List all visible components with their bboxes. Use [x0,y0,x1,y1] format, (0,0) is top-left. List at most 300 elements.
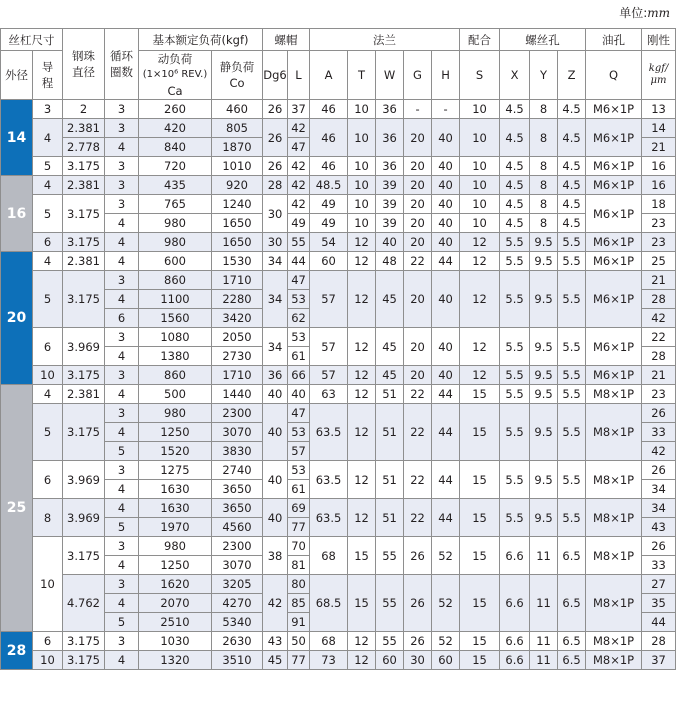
table-row [1,100,676,119]
a-cell: 73 [310,651,348,670]
dynamic-load-cell: 1320 [139,651,212,670]
oil-hole-cell: M6×1P [586,233,642,252]
static-load-cell: 1870 [212,138,263,157]
nut-length-cell: 55 [288,233,310,252]
a-cell: 63 [310,385,348,404]
a-cell: 48.5 [310,176,348,195]
s-cell: 12 [460,271,500,328]
circuits-cell: 3 [105,271,139,290]
x-cell: 4.5 [500,176,530,195]
w-cell: 51 [376,385,404,404]
s-cell: 15 [460,499,500,537]
x-cell: 5.5 [500,404,530,461]
h-cell: 44 [432,499,460,537]
dynamic-load-cell: 1250 [139,556,212,575]
dynamic-load-cell: 1560 [139,309,212,328]
circuits-cell: 3 [105,100,139,119]
oil-hole-cell: M8×1P [586,651,642,670]
a-cell: 57 [310,271,348,328]
s-cell: 15 [460,537,500,575]
table-row [1,404,676,423]
t-cell: 12 [348,328,376,366]
circuits-cell: 5 [105,613,139,632]
nut-length-cell: 57 [288,442,310,461]
table-row [1,233,676,252]
lead-cell: 6 [33,328,63,366]
oil-hole-cell: M8×1P [586,632,642,651]
table-row [1,651,676,670]
nut-length-cell: 53 [288,461,310,480]
g-cell: 22 [404,252,432,271]
oil-hole-cell: M8×1P [586,461,642,499]
y-cell: 9.5 [530,271,558,328]
static-load-cell: 3650 [212,499,263,518]
h-cell: 40 [432,119,460,157]
header-circuits: 循环圈数 [105,29,139,100]
dynamic-load-cell: 840 [139,138,212,157]
oil-hole-cell: M8×1P [586,404,642,461]
table-header [1,29,676,100]
header-rigidity-unit: kgf/μm [642,51,676,100]
lead-cell: 8 [33,499,63,537]
g-cell: 22 [404,404,432,461]
x-cell: 4.5 [500,119,530,157]
h-cell: 44 [432,404,460,461]
dg6-cell: 43 [263,632,288,651]
x-cell: 6.6 [500,632,530,651]
w-cell: 39 [376,214,404,233]
lead-cell: 4 [33,119,63,157]
ball-dia-cell: 3.175 [63,651,105,670]
t-cell: 12 [348,632,376,651]
rigidity-cell: 42 [642,309,676,328]
ball-screw-spec-table [0,28,676,670]
a-cell: 68.5 [310,575,348,632]
s-cell: 10 [460,176,500,195]
nut-length-cell: 53 [288,328,310,347]
x-cell: 5.5 [500,366,530,385]
h-cell: 40 [432,366,460,385]
static-load-cell: 1650 [212,214,263,233]
z-cell: 4.5 [558,100,586,119]
static-load-cell: 2730 [212,347,263,366]
dg6-cell: 34 [263,328,288,366]
header-screw-hole: 螺丝孔 [500,29,586,51]
ball-dia-cell: 3.175 [63,632,105,651]
t-cell: 15 [348,575,376,632]
nut-length-cell: 42 [288,157,310,176]
t-cell: 10 [348,176,376,195]
a-cell: 63.5 [310,461,348,499]
x-cell: 4.5 [500,195,530,214]
z-cell: 4.5 [558,195,586,214]
t-cell: 12 [348,461,376,499]
outer-dia-cell: 16 [1,176,33,252]
oil-hole-cell: M6×1P [586,157,642,176]
w-cell: 51 [376,404,404,461]
circuits-cell: 3 [105,328,139,347]
dg6-cell: 45 [263,651,288,670]
nut-length-cell: 49 [288,214,310,233]
s-cell: 15 [460,461,500,499]
rigidity-cell: 26 [642,537,676,556]
unit-label: 单位: [619,6,648,20]
static-load-cell: 1530 [212,252,263,271]
h-cell: 52 [432,537,460,575]
s-cell: 10 [460,119,500,157]
circuits-cell: 3 [105,157,139,176]
unit-value: mm [647,6,670,20]
dg6-cell: 34 [263,252,288,271]
circuits-cell: 3 [105,537,139,556]
dg6-cell: 26 [263,157,288,176]
nut-length-cell: 69 [288,499,310,518]
dg6-cell: 40 [263,385,288,404]
outer-dia-cell: 28 [1,632,33,670]
y-cell: 8 [530,176,558,195]
rigidity-cell: 34 [642,480,676,499]
g-cell: 22 [404,461,432,499]
lead-cell: 10 [33,366,63,385]
z-cell: 5.5 [558,233,586,252]
circuits-cell: 4 [105,480,139,499]
static-load-cell: 2300 [212,537,263,556]
header-S: S [460,51,500,100]
s-cell: 10 [460,157,500,176]
g-cell: 20 [404,176,432,195]
nut-length-cell: 53 [288,290,310,309]
dynamic-load-cell: 1080 [139,328,212,347]
a-cell: 68 [310,537,348,575]
header-X: X [500,51,530,100]
rigidity-cell: 22 [642,328,676,347]
a-cell: 46 [310,119,348,157]
z-cell: 4.5 [558,157,586,176]
oil-hole-cell: M8×1P [586,537,642,575]
header-A: A [310,51,348,100]
w-cell: 48 [376,252,404,271]
s-cell: 10 [460,214,500,233]
g-cell: 20 [404,328,432,366]
a-cell: 57 [310,366,348,385]
w-cell: 39 [376,195,404,214]
header-W: W [376,51,404,100]
t-cell: 12 [348,252,376,271]
g-cell: 22 [404,385,432,404]
rigidity-cell: 27 [642,575,676,594]
s-cell: 12 [460,328,500,366]
nut-length-cell: 47 [288,138,310,157]
rigidity-cell: 35 [642,594,676,613]
y-cell: 9.5 [530,499,558,537]
nut-length-cell: 77 [288,518,310,537]
g-cell: 26 [404,575,432,632]
nut-length-cell: 47 [288,404,310,423]
x-cell: 5.5 [500,252,530,271]
dg6-cell: 26 [263,100,288,119]
table-row [1,271,676,290]
y-cell: 8 [530,214,558,233]
table-row [1,461,676,480]
dynamic-load-cell: 1970 [139,518,212,537]
circuits-cell: 4 [105,385,139,404]
table-row [1,499,676,518]
header-rigidity: 刚性 [642,29,676,51]
x-cell: 4.5 [500,157,530,176]
rigidity-cell: 16 [642,176,676,195]
y-cell: 11 [530,632,558,651]
t-cell: 10 [348,214,376,233]
oil-hole-cell: M6×1P [586,176,642,195]
rigidity-cell: 21 [642,271,676,290]
h-cell: 44 [432,252,460,271]
z-cell: 5.5 [558,404,586,461]
oil-hole-cell: M8×1P [586,575,642,632]
rigidity-cell: 42 [642,442,676,461]
ball-dia-cell: 3.969 [63,499,105,537]
y-cell: 9.5 [530,328,558,366]
nut-length-cell: 37 [288,100,310,119]
circuits-cell: 3 [105,632,139,651]
header-G: G [404,51,432,100]
table-row [1,176,676,195]
z-cell: 4.5 [558,176,586,195]
dg6-cell: 36 [263,366,288,385]
circuits-cell: 4 [105,233,139,252]
z-cell: 5.5 [558,461,586,499]
dg6-cell: 30 [263,195,288,233]
table-body [1,100,676,670]
nut-length-cell: 66 [288,366,310,385]
g-cell: 20 [404,195,432,214]
dg6-cell: 30 [263,233,288,252]
t-cell: 10 [348,100,376,119]
lead-cell: 10 [33,651,63,670]
nut-length-cell: 70 [288,537,310,556]
z-cell: 6.5 [558,651,586,670]
ball-dia-cell: 2.381 [63,176,105,195]
header-outer-dia: 外径 [1,51,33,100]
circuits-cell: 3 [105,195,139,214]
x-cell: 6.6 [500,651,530,670]
w-cell: 45 [376,328,404,366]
t-cell: 12 [348,366,376,385]
z-cell: 5.5 [558,252,586,271]
ball-dia-cell: 3.175 [63,271,105,328]
static-load-cell: 3650 [212,480,263,499]
static-load-cell: 3070 [212,423,263,442]
lead-cell: 6 [33,632,63,651]
lead-cell: 5 [33,157,63,176]
y-cell: 11 [530,651,558,670]
dynamic-load-cell: 860 [139,366,212,385]
rigidity-cell: 43 [642,518,676,537]
static-load-cell: 460 [212,100,263,119]
dynamic-load-cell: 500 [139,385,212,404]
ball-dia-cell: 3.969 [63,461,105,499]
ball-dia-cell: 3.175 [63,404,105,461]
static-load-cell: 1240 [212,195,263,214]
s-cell: 15 [460,385,500,404]
w-cell: 40 [376,233,404,252]
nut-length-cell: 81 [288,556,310,575]
circuits-cell: 4 [105,290,139,309]
y-cell: 8 [530,100,558,119]
a-cell: 46 [310,157,348,176]
header-nut: 螺帽 [263,29,310,51]
t-cell: 10 [348,119,376,157]
circuits-cell: 4 [105,651,139,670]
y-cell: 9.5 [530,252,558,271]
outer-dia-cell: 25 [1,385,33,632]
z-cell: 6.5 [558,537,586,575]
table-row [1,385,676,404]
rigidity-cell: 28 [642,347,676,366]
header-dyn-load: 动负荷 (1×10⁶ REV.) Ca [139,51,212,100]
x-cell: 4.5 [500,100,530,119]
table-row [1,119,676,138]
s-cell: 15 [460,632,500,651]
circuits-cell: 4 [105,252,139,271]
dynamic-load-cell: 2510 [139,613,212,632]
t-cell: 12 [348,385,376,404]
static-load-cell: 1440 [212,385,263,404]
ball-dia-cell: 4.762 [63,575,105,632]
x-cell: 5.5 [500,328,530,366]
y-cell: 11 [530,575,558,632]
circuits-cell: 3 [105,366,139,385]
dynamic-load-cell: 420 [139,119,212,138]
h-cell: 40 [432,328,460,366]
g-cell: 20 [404,271,432,328]
nut-length-cell: 91 [288,613,310,632]
w-cell: 51 [376,461,404,499]
g-cell: 30 [404,651,432,670]
s-cell: 15 [460,575,500,632]
h-cell: 52 [432,632,460,651]
x-cell: 5.5 [500,499,530,537]
ball-dia-cell: 3.175 [63,195,105,233]
circuits-cell: 3 [105,119,139,138]
dynamic-load-cell: 1380 [139,347,212,366]
header-T: T [348,51,376,100]
g-cell: 22 [404,499,432,537]
nut-length-cell: 42 [288,176,310,195]
table-row [1,537,676,556]
dg6-cell: 42 [263,575,288,632]
circuits-cell: 4 [105,499,139,518]
nut-length-cell: 61 [288,347,310,366]
ball-dia-cell: 3.175 [63,537,105,575]
rigidity-cell: 25 [642,252,676,271]
nut-length-cell: 50 [288,632,310,651]
static-load-cell: 2050 [212,328,263,347]
w-cell: 45 [376,366,404,385]
z-cell: 6.5 [558,632,586,651]
w-cell: 55 [376,537,404,575]
t-cell: 10 [348,195,376,214]
dg6-cell: 40 [263,404,288,461]
static-load-cell: 3205 [212,575,263,594]
rigidity-cell: 34 [642,499,676,518]
rigidity-cell: 23 [642,214,676,233]
x-cell: 5.5 [500,385,530,404]
t-cell: 10 [348,157,376,176]
dynamic-load-cell: 1275 [139,461,212,480]
static-load-cell: 805 [212,119,263,138]
table-row [1,632,676,651]
y-cell: 8 [530,157,558,176]
static-load-cell: 1650 [212,233,263,252]
g-cell: - [404,100,432,119]
dg6-cell: 26 [263,119,288,157]
header-ball-dia: 钢珠直径 [63,29,105,100]
lead-cell: 4 [33,385,63,404]
z-cell: 5.5 [558,385,586,404]
w-cell: 36 [376,157,404,176]
header-dg6: Dg6 [263,51,288,100]
header-oil-hole: 油孔 [586,29,642,51]
rigidity-cell: 28 [642,290,676,309]
header-screw-size: 丝杠尺寸 [1,29,63,51]
t-cell: 12 [348,233,376,252]
static-load-cell: 1010 [212,157,263,176]
w-cell: 45 [376,271,404,328]
static-load-cell: 3070 [212,556,263,575]
s-cell: 10 [460,195,500,214]
a-cell: 68 [310,632,348,651]
ball-dia-cell: 3.175 [63,233,105,252]
y-cell: 11 [530,537,558,575]
nut-length-cell: 61 [288,480,310,499]
g-cell: 20 [404,157,432,176]
oil-hole-cell: M6×1P [586,100,642,119]
header-Z: Z [558,51,586,100]
header-load-rating: 基本额定负荷(kgf) [139,29,263,51]
w-cell: 60 [376,651,404,670]
t-cell: 12 [348,499,376,537]
g-cell: 20 [404,366,432,385]
ball-dia-cell: 3.969 [63,328,105,366]
s-cell: 12 [460,366,500,385]
ball-dia-cell: 3.175 [63,366,105,385]
z-cell: 4.5 [558,214,586,233]
circuits-cell: 3 [105,176,139,195]
circuits-cell: 3 [105,575,139,594]
t-cell: 15 [348,537,376,575]
static-load-cell: 1710 [212,366,263,385]
circuits-cell: 4 [105,214,139,233]
circuits-cell: 5 [105,442,139,461]
dynamic-load-cell: 980 [139,233,212,252]
z-cell: 5.5 [558,499,586,537]
header-H: H [432,51,460,100]
nut-length-cell: 85 [288,594,310,613]
g-cell: 20 [404,119,432,157]
dg6-cell: 38 [263,537,288,575]
x-cell: 4.5 [500,214,530,233]
g-cell: 20 [404,233,432,252]
dynamic-load-cell: 600 [139,252,212,271]
g-cell: 26 [404,632,432,651]
h-cell: 40 [432,271,460,328]
lead-cell: 5 [33,271,63,328]
z-cell: 5.5 [558,271,586,328]
oil-hole-cell: M6×1P [586,119,642,157]
h-cell: 60 [432,651,460,670]
header-lead: 导程 [33,51,63,100]
lead-cell: 6 [33,461,63,499]
